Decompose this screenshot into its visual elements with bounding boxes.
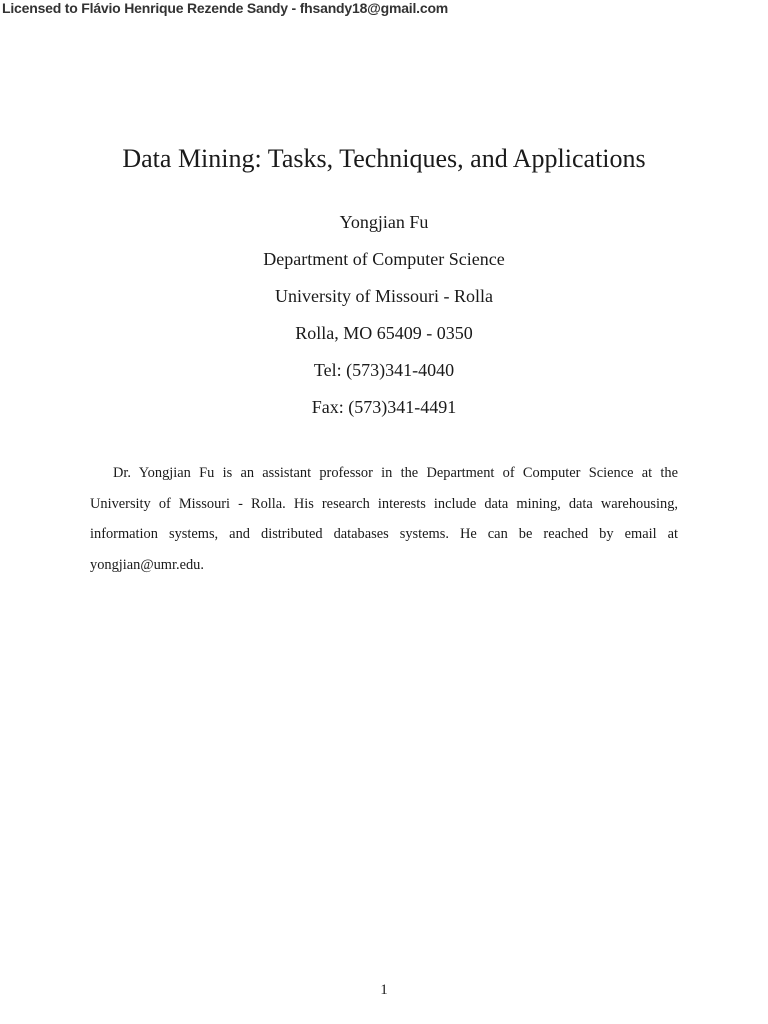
page-number: 1	[380, 982, 388, 998]
author-name: Yongjian Fu	[339, 212, 429, 232]
author-university: University of Missouri - Rolla	[275, 286, 493, 306]
author-fax: Fax: (573)341-4491	[311, 397, 457, 417]
biography-line: information systems, and distributed databases systems. He can be reached by email at	[90, 526, 678, 542]
author-department: Department of Computer Science	[263, 249, 505, 269]
author-address: Rolla, MO 65409 - 0350	[295, 323, 473, 343]
biography-line: yongjian@umr.edu.	[90, 556, 204, 573]
author-telephone: Tel: (573)341-4040	[313, 360, 455, 380]
license-watermark: Licensed to Flávio Henrique Rezende Sandy - fhsandy18@gmail.com	[2, 0, 449, 16]
document-title: Data Mining: Tasks, Techniques, and Applications	[122, 144, 646, 173]
biography-line: Dr. Yongjian Fu is an assistant professor in the Department of Computer Science at the	[113, 465, 678, 481]
author-biography	[90, 458, 678, 580]
biography-line: University of Missouri - Rolla. His research interests include data mining, data warehousing,	[90, 495, 678, 512]
